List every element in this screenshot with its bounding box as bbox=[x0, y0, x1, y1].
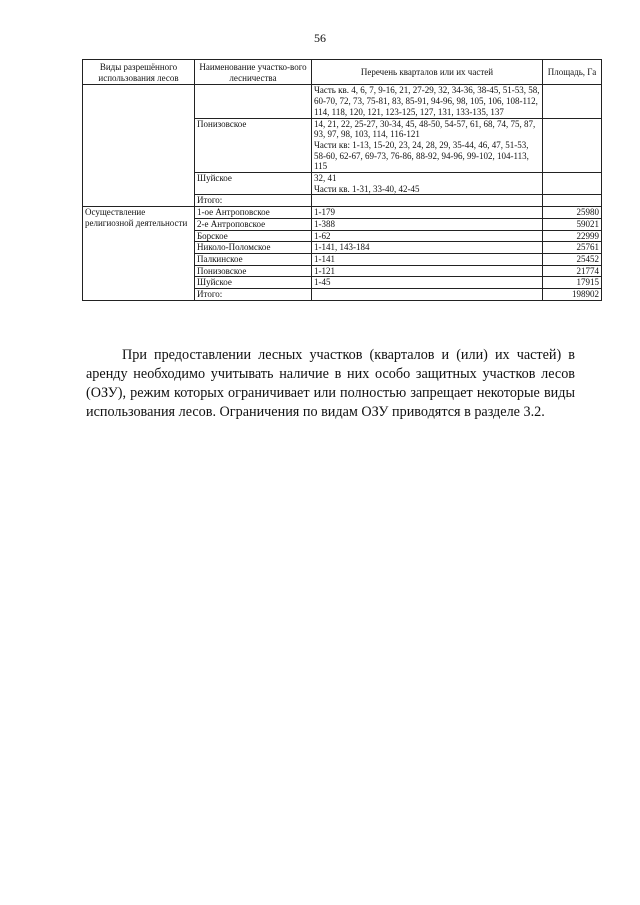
total-label: Итого: bbox=[195, 289, 312, 301]
total-label: Итого: bbox=[195, 195, 312, 207]
quarters-cell: 1-179 bbox=[312, 207, 543, 219]
area-cell: 17915 bbox=[543, 277, 602, 289]
forestry-cell: 2-е Антроповское bbox=[195, 218, 312, 230]
quarters-cell: 1-388 bbox=[312, 218, 543, 230]
area-cell: 25452 bbox=[543, 253, 602, 265]
area-cell: 22999 bbox=[543, 230, 602, 242]
page-number: 56 bbox=[314, 31, 326, 45]
quarters-cell: 1-45 bbox=[312, 277, 543, 289]
forestry-cell: Николо-Поломское bbox=[195, 242, 312, 254]
total-area: 198902 bbox=[543, 289, 602, 301]
area-cell: 25980 bbox=[543, 207, 602, 219]
quarters-cell bbox=[312, 195, 543, 207]
forest-use-table bbox=[82, 59, 602, 301]
forestry-cell: Борское bbox=[195, 230, 312, 242]
header-use-type: Виды разрешённого использования лесов bbox=[83, 60, 195, 85]
area-cell bbox=[543, 173, 602, 195]
quarters-partial: Части кв. 1-31, 33-40, 42-45 bbox=[314, 183, 420, 194]
quarters-cell: 1-62 bbox=[312, 230, 543, 242]
total-area bbox=[543, 195, 602, 207]
area-cell: 21774 bbox=[543, 265, 602, 277]
header-quarters: Перечень кварталов или их частей bbox=[312, 60, 543, 85]
area-cell bbox=[543, 85, 602, 118]
quarters-partial: Части кв: 1-13, 15-20, 23, 24, 28, 29, 35-44, 46, 47, 51-53, 58-60, 62-67, 69-73, 76-86, 88-92, 94-96, 99-102, 104-113, 115 bbox=[314, 139, 529, 172]
area-cell bbox=[543, 118, 602, 173]
quarters-cell bbox=[312, 289, 543, 301]
forestry-cell: Понизовское bbox=[195, 265, 312, 277]
quarters-cell: 1-141, 143-184 bbox=[312, 242, 543, 254]
forestry-cell bbox=[195, 85, 312, 118]
header-area: Площадь, Га bbox=[543, 60, 602, 85]
quarters-cell bbox=[312, 118, 543, 173]
forestry-cell: Шуйское bbox=[195, 277, 312, 289]
forestry-cell: Шуйское bbox=[195, 173, 312, 195]
forestry-cell: 1-ое Антроповское bbox=[195, 207, 312, 219]
forestry-cell: Понизовское bbox=[195, 118, 312, 173]
quarters-full: 32, 41 bbox=[314, 173, 337, 184]
table-row bbox=[83, 85, 602, 118]
area-cell: 25761 bbox=[543, 242, 602, 254]
table-header-row bbox=[83, 60, 602, 85]
quarters-cell: Часть кв. 4, 6, 7, 9-16, 21, 27-29, 32, 34-36, 38-45, 51-53, 58, 60-70, 72, 73, 75-81, 83, 85-91, 94-96, 98, 105, 106, 108-112, 114, 118, 120, 121, 123-125, 127, 131, 133-135, 137 bbox=[312, 85, 543, 118]
use-type-cell-empty bbox=[83, 85, 195, 207]
quarters-full: 14, 21, 22, 25-27, 30-34, 45, 48-50, 54-57, 61, 68, 74, 75, 87, 93, 97, 98, 103, 114, 116-121 bbox=[314, 118, 536, 140]
area-cell: 59021 bbox=[543, 218, 602, 230]
use-type-cell: Осуществление религиозной деятельности bbox=[83, 207, 195, 301]
header-forestry: Наименование участко-вого лесничества bbox=[195, 60, 312, 85]
quarters-cell: 1-121 bbox=[312, 265, 543, 277]
quarters-cell: 1-141 bbox=[312, 253, 543, 265]
quarters-cell bbox=[312, 173, 543, 195]
forestry-cell: Палкинское bbox=[195, 253, 312, 265]
table-row bbox=[83, 207, 602, 219]
body-paragraph: При предоставлении лесных участков (кварталов и (или) их частей) в аренду необходимо учитывать наличие в них особо защитных участков лесов (ОЗУ), режим которых ограничивает или полностью запрещает некоторые виды использования лесов. Ограничения по видам ОЗУ приводятся в разделе 3.2. bbox=[86, 347, 575, 420]
